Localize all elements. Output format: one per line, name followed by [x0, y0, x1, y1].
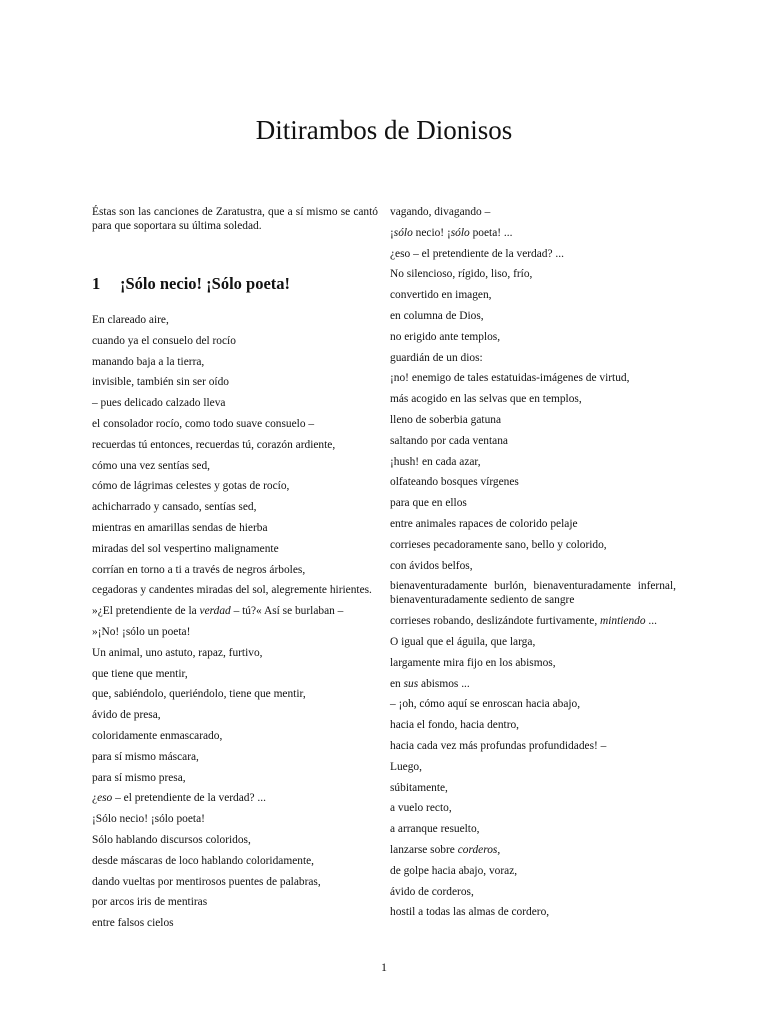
verse-text: entre animales rapaces de colorido pelaje	[390, 517, 578, 530]
verse-text: ¡no! enemigo de tales estatuidas-imágenes de virtud,	[390, 372, 630, 385]
verse-line	[92, 604, 378, 618]
verse-text: ¿	[92, 792, 98, 805]
verse-text: recuerdas tú entonces, recuerdas tú, corazón ardiente,	[92, 438, 336, 451]
section-heading	[92, 273, 290, 295]
verse-text: Un animal, uno astuto, rapaz, furtivo,	[92, 646, 263, 659]
verse-text: ...	[645, 615, 657, 628]
verse-line	[92, 750, 378, 764]
verse-line	[390, 656, 676, 670]
page-number: 1	[381, 960, 387, 974]
verse-list-left	[92, 313, 378, 937]
verse-text: cómo una vez sentías sed,	[92, 459, 210, 472]
verse-line	[92, 396, 378, 410]
verse-text: invisible, también sin ser oído	[92, 376, 229, 389]
verse-line	[390, 559, 676, 573]
verse-line	[92, 417, 378, 431]
verse-line	[390, 413, 676, 427]
verse-list-right	[390, 205, 676, 926]
verse-line	[92, 375, 378, 389]
verse-text: dando vueltas por mentirosos puentes de palabras,	[92, 875, 321, 888]
verse-line	[390, 392, 676, 406]
verse-text: O igual que el águila, que larga,	[390, 635, 536, 648]
verse-text: para sí mismo máscara,	[92, 750, 199, 763]
verse-text: de golpe hacia abajo, voraz,	[390, 864, 518, 877]
verse-emphasis: sólo	[450, 226, 470, 239]
verse-line	[92, 812, 378, 826]
verse-text: coloridamente enmascarado,	[92, 729, 223, 742]
verse-text: hostil a todas las almas de cordero,	[390, 906, 550, 919]
verse-text: no erigido ante templos,	[390, 330, 501, 343]
verse-text: ávido de presa,	[92, 709, 161, 722]
verse-text: saltando por cada ventana	[390, 434, 508, 447]
verse-text: cómo de lágrimas celestes y gotas de rocío,	[92, 480, 290, 493]
verse-line	[92, 438, 378, 452]
verse-line	[92, 916, 378, 930]
verse-line	[92, 479, 378, 493]
verse-line	[390, 455, 676, 469]
verse-line	[92, 791, 378, 805]
verse-text: bienaventuradamente burlón, bienaventuradamente infernal, bienaventuradamente sediento de sangre	[390, 580, 676, 607]
verse-text: Sólo hablando discursos coloridos,	[92, 833, 251, 846]
verse-line	[92, 313, 378, 327]
verse-text: ¿eso – el pretendiente de la verdad? ...	[390, 247, 564, 260]
verse-line	[92, 646, 378, 660]
verse-text: poeta! ...	[469, 226, 513, 239]
verse-text: – pues delicado calzado lleva	[92, 397, 226, 410]
verse-text: »¡No! ¡sólo un poeta!	[92, 625, 191, 638]
verse-text: No silencioso, rígido, liso, frío,	[390, 268, 533, 281]
verse-text: manando baja a la tierra,	[92, 355, 205, 368]
verse-text: – tú?« Así se burlaban –	[230, 605, 344, 618]
verse-line	[92, 459, 378, 473]
verse-text: cuando ya el consuelo del rocío	[92, 334, 236, 347]
verse-text: vagando, divagando –	[390, 206, 491, 218]
verse-text: que, sabiéndolo, queriéndolo, tiene que mentir,	[92, 688, 306, 701]
verse-text: que tiene que mentir,	[92, 667, 188, 680]
verse-line	[390, 538, 676, 552]
verse-line	[92, 687, 378, 701]
verse-line	[390, 677, 676, 691]
verse-line	[92, 771, 378, 785]
verse-line	[390, 267, 676, 281]
verse-line	[390, 371, 676, 385]
verse-emphasis: mintiendo	[600, 615, 646, 628]
verse-text: en columna de Dios,	[390, 309, 484, 322]
verse-emphasis: corderos	[457, 843, 498, 856]
verse-text: lleno de soberbia gatuna	[390, 413, 502, 426]
verse-line	[390, 885, 676, 899]
verse-text: – ¡oh, cómo aquí se enroscan hacia abajo,	[390, 698, 581, 711]
verse-line	[390, 351, 676, 365]
verse-line	[92, 895, 378, 909]
verse-text: desde máscaras de loco hablando coloridamente,	[92, 854, 315, 867]
verse-line	[92, 521, 378, 535]
verse-line	[390, 226, 676, 240]
verse-line	[92, 708, 378, 722]
verse-text: entre falsos cielos	[92, 917, 174, 930]
left-column	[92, 205, 378, 930]
verse-emphasis: sólo	[393, 226, 413, 239]
verse-line	[390, 739, 676, 753]
verse-line	[92, 729, 378, 743]
verse-line	[390, 718, 676, 732]
verse-text: corrieses pecadoramente sano, bello y colorido,	[390, 538, 607, 551]
verse-line	[390, 760, 676, 774]
verse-text: guardián de un dios:	[390, 351, 483, 364]
verse-line	[390, 635, 676, 649]
verse-line	[390, 843, 676, 857]
verse-text: ¡hush! en cada azar,	[390, 455, 481, 468]
verse-emphasis: verdad	[199, 605, 231, 618]
verse-line	[92, 583, 378, 597]
verse-text: a vuelo recto,	[390, 802, 452, 815]
verse-line	[92, 667, 378, 681]
verse-line	[92, 875, 378, 889]
verse-line	[390, 517, 676, 531]
verse-line	[390, 697, 676, 711]
verse-text: achicharrado y cansado, sentías sed,	[92, 501, 257, 514]
page-title: Ditirambos de Dionisos	[255, 115, 513, 145]
verse-line	[92, 563, 378, 577]
verse-text: por arcos iris de mentiras	[92, 896, 208, 909]
verse-text: convertido en imagen,	[390, 289, 492, 302]
verse-line	[390, 330, 676, 344]
verse-text: súbitamente,	[390, 781, 448, 794]
verse-text: olfateando bosques vírgenes	[390, 476, 519, 489]
verse-text: para sí mismo presa,	[92, 771, 186, 784]
verse-line	[92, 500, 378, 514]
verse-text: lanzarse sobre	[390, 843, 458, 856]
verse-text: En clareado aire,	[92, 314, 169, 326]
verse-line	[390, 475, 676, 489]
verse-text: largamente mira fijo en los abismos,	[390, 656, 556, 669]
verse-line	[92, 833, 378, 847]
intro-paragraph: Éstas son las canciones de Zaratustra, que a sí mismo se cantó para que soportara su última soledad.	[92, 206, 378, 232]
section-title: ¡Sólo necio! ¡Sólo poeta!	[120, 274, 291, 293]
verse-text: hacia cada vez más profundas profundidades! –	[390, 739, 607, 752]
verse-line	[390, 864, 676, 878]
verse-text: corrieses robando, deslizándote furtivamente,	[390, 615, 601, 628]
verse-text: – el pretendiente de la verdad? ...	[112, 792, 266, 805]
verse-text: abismos ...	[418, 677, 470, 690]
verse-line	[390, 434, 676, 448]
verse-text: mientras en amarillas sendas de hierba	[92, 521, 268, 534]
verse-line	[92, 334, 378, 348]
verse-text: miradas del sol vespertino malignamente	[92, 542, 279, 555]
verse-text: necio! ¡	[412, 226, 451, 239]
verse-text: cegadoras y candentes miradas del sol, alegremente hirientes.	[92, 584, 372, 597]
verse-line	[390, 496, 676, 510]
verse-text: ¡Sólo necio! ¡sólo poeta!	[92, 813, 205, 826]
verse-emphasis: sus	[403, 677, 419, 690]
verse-line	[390, 801, 676, 815]
verse-text: Luego,	[390, 760, 422, 773]
verse-text: hacia el fondo, hacia dentro,	[390, 719, 520, 732]
verse-text: ,	[497, 843, 501, 856]
verse-line	[390, 288, 676, 302]
verse-line	[390, 205, 676, 219]
verse-line	[92, 542, 378, 556]
section-number: 1	[92, 274, 101, 293]
verse-line	[390, 614, 676, 628]
verse-text: ávido de corderos,	[390, 885, 474, 898]
verse-text: a arranque resuelto,	[390, 823, 480, 836]
verse-text: para que en ellos	[390, 497, 467, 510]
verse-line	[92, 355, 378, 369]
verse-line	[390, 781, 676, 795]
verse-text: en	[390, 677, 404, 690]
verse-line	[92, 625, 378, 639]
verse-text: el consolador rocío, como todo suave consuelo –	[92, 417, 315, 430]
verse-text: corrían en torno a ti a través de negros árboles,	[92, 563, 306, 576]
verse-emphasis: eso	[97, 792, 113, 805]
verse-line	[390, 579, 676, 607]
verse-text: más acogido en las selvas que en templos,	[390, 393, 582, 406]
verse-line	[390, 905, 676, 919]
verse-line	[390, 822, 676, 836]
verse-text: ¡	[390, 226, 394, 239]
verse-text: »¿El pretendiente de la	[92, 605, 200, 618]
verse-line	[390, 247, 676, 261]
verse-text: con ávidos belfos,	[390, 559, 473, 572]
verse-line	[92, 854, 378, 868]
verse-line	[390, 309, 676, 323]
